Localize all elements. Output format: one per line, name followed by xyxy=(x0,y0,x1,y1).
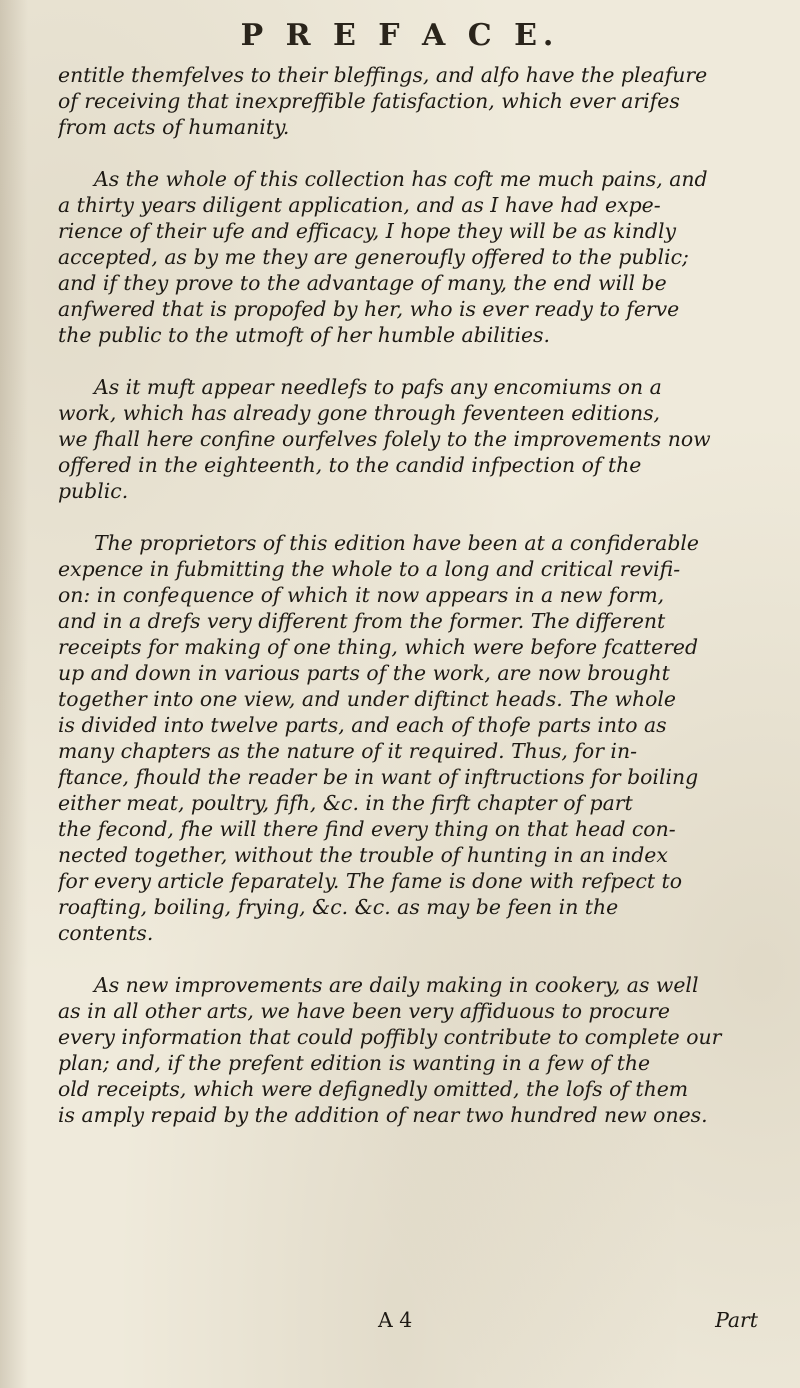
text-line: every information that could poffibly contribute to complete our xyxy=(58,1025,722,1049)
text-line: The proprietors of this edition have been at a confiderable xyxy=(94,531,699,555)
text-line: a thirty years diligent application, and as I have had expe- xyxy=(58,193,661,217)
text-line: rience of their ufe and efficacy, I hope they will be as kindly xyxy=(58,219,676,243)
text-line: up and down in various parts of the work, are now brought xyxy=(58,661,670,685)
text-line: As the whole of this collection has coft me much pains, and xyxy=(94,167,708,191)
text-line: for every article feparately. The fame is done with refpect to xyxy=(58,869,683,893)
text-line: is divided into twelve parts, and each of thofe parts into as xyxy=(58,713,667,737)
text-line: from acts of humanity. xyxy=(58,115,290,139)
paragraph-4 xyxy=(58,530,758,946)
text-line: contents. xyxy=(58,921,154,945)
text-line: ftance, fhould the reader be in want of inftructions for boiling xyxy=(58,765,699,789)
text-line: and if they prove to the advantage of many, the end will be xyxy=(58,271,667,295)
text-line: expence in fubmitting the whole to a long and critical revifi- xyxy=(58,557,681,581)
text-line: the public to the utmoft of her humble abilities. xyxy=(58,323,551,347)
signature-mark: A 4 xyxy=(378,1308,413,1332)
text-line: accepted, as by me they are generoufly offered to the public; xyxy=(58,245,689,269)
text-line: nected together, without the trouble of hunting in an index xyxy=(58,843,668,867)
running-head: P R E F A C E. xyxy=(240,18,560,53)
page-footer xyxy=(58,1308,758,1336)
paragraph-1 xyxy=(58,62,758,140)
text-line: public. xyxy=(58,479,129,503)
text-line: entitle themfelves to their bleffings, and alfo have the pleafure xyxy=(58,63,708,87)
text-line: offered in the eighteenth, to the candid infpection of the xyxy=(58,453,642,477)
paragraph-3 xyxy=(58,374,758,504)
text-line: together into one view, and under diftinct heads. The whole xyxy=(58,687,676,711)
text-line: and in a drefs very different from the former. The different xyxy=(58,609,666,633)
text-line: we fhall here confine ourfelves folely to the improvements now xyxy=(58,427,711,451)
text-line: as in all other arts, we have been very affiduous to procure xyxy=(58,999,670,1023)
paragraph-2 xyxy=(58,166,758,348)
text-line: As new improvements are daily making in cookery, as well xyxy=(94,973,699,997)
text-line: roafting, boiling, frying, &c. &c. as may be feen in the xyxy=(58,895,619,919)
text-line: old receipts, which were defignedly omitted, the lofs of them xyxy=(58,1077,689,1101)
text-line: many chapters as the nature of it required. Thus, for in- xyxy=(58,739,637,763)
text-line: work, which has already gone through feventeen editions, xyxy=(58,401,661,425)
text-line: on: in confequence of which it now appears in a new form, xyxy=(58,583,665,607)
text-line: anfwered that is propofed by her, who is ever ready to ferve xyxy=(58,297,680,321)
text-line: receipts for making of one thing, which were before fcattered xyxy=(58,635,699,659)
text-line: As it muft appear needlefs to pafs any encomiums on a xyxy=(94,375,662,399)
text-line: is amply repaid by the addition of near two hundred new ones. xyxy=(58,1103,708,1127)
text-line: of receiving that inexpreffible fatisfaction, which ever arifes xyxy=(58,89,680,113)
text-line: either meat, poultry, fifh, &c. in the firft chapter of part xyxy=(58,791,633,815)
paragraph-5 xyxy=(58,972,758,1128)
text-line: the fecond, fhe will there find every thing on that head con- xyxy=(58,817,676,841)
text-line: plan; and, if the prefent edition is wanting in a few of the xyxy=(58,1051,651,1075)
catchword: Part xyxy=(715,1308,758,1332)
preface-text xyxy=(58,62,758,1154)
